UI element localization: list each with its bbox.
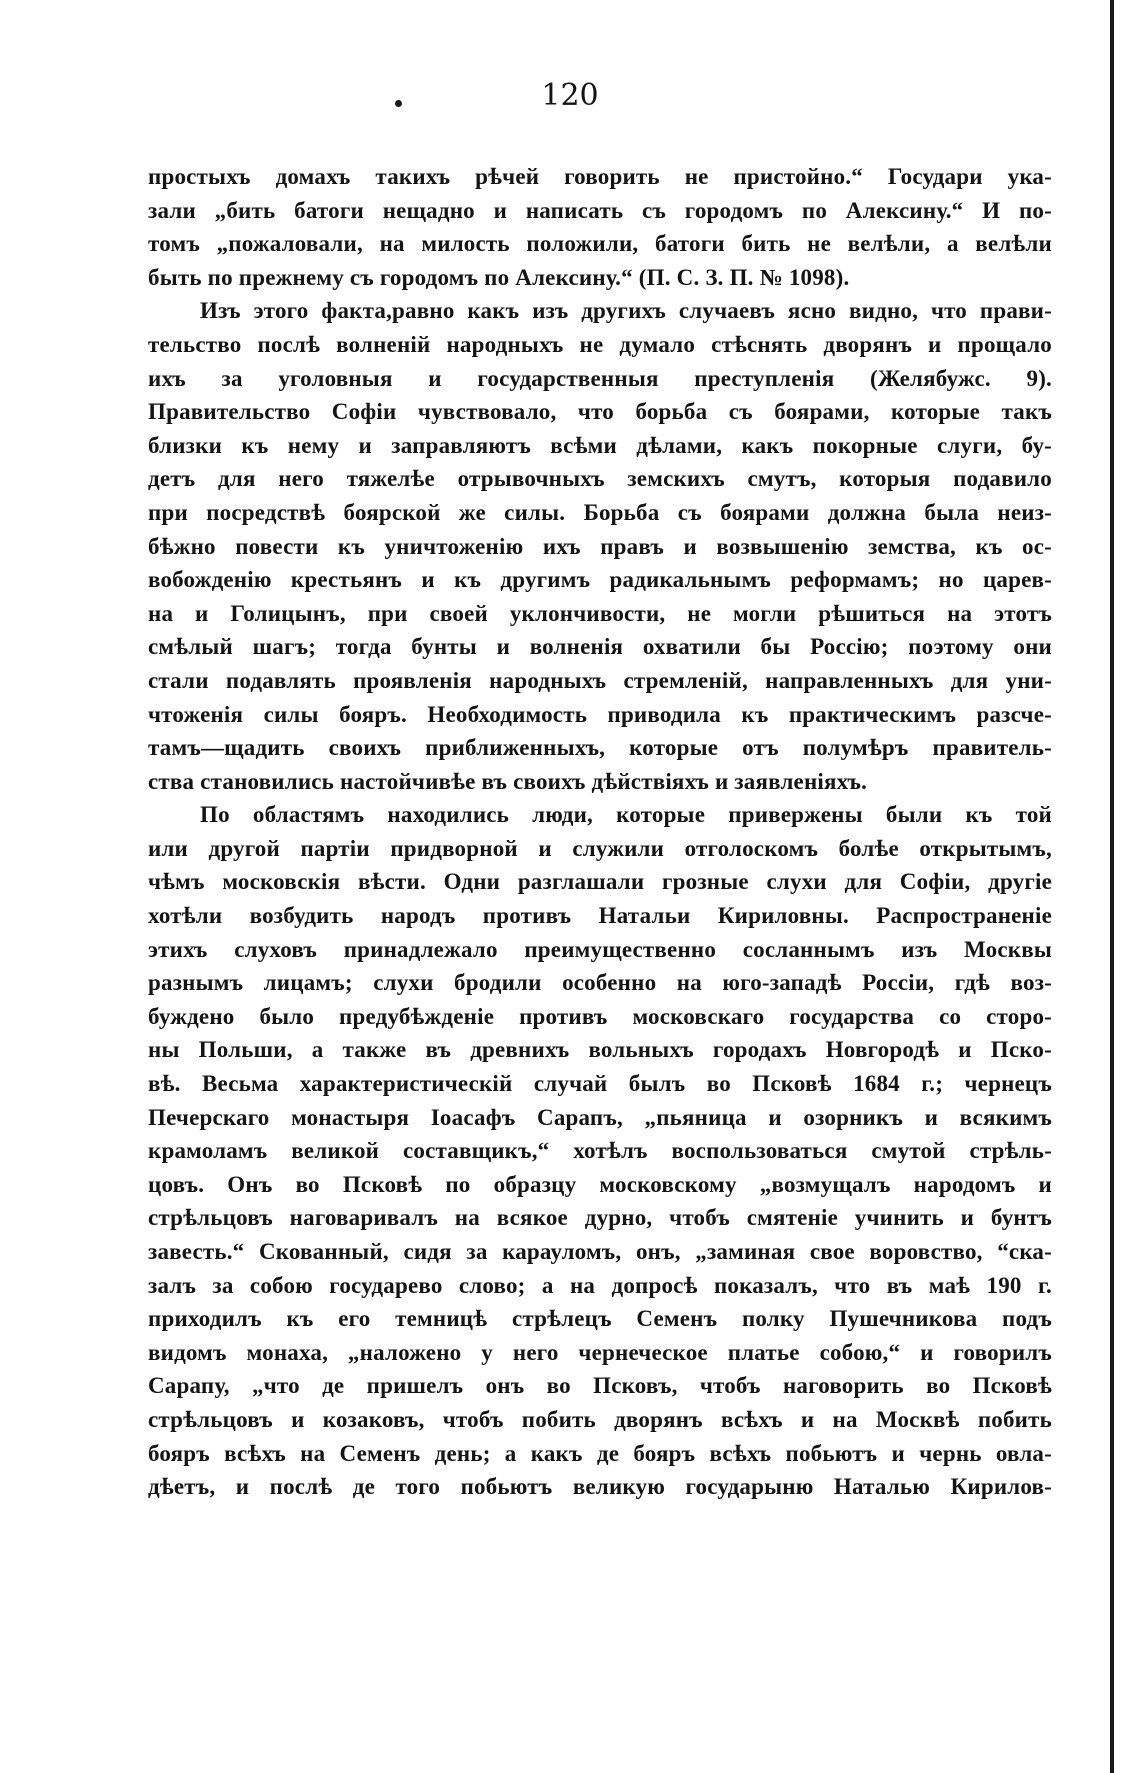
text-line: Печерскаго монастыря Іоасафъ Сарапъ, „пьяница и озорникъ и всякимъ [148, 1104, 1052, 1130]
text-line: крамоламъ великой составщикъ,“ хотѣлъ воспользоваться смутой стрѣль- [148, 1138, 1052, 1164]
text-line: простыхъ домахъ такихъ рѣчей говорить не пристойно.“ Государи ука- [148, 164, 1052, 189]
text-line: тамъ—щадить своихъ приближенныхъ, которые отъ полумѣръ правитель- [148, 735, 1052, 761]
text-line: тельство послѣ волненій народныхъ не думало стѣснять дворянъ и прощало [148, 331, 1052, 357]
text-line: на и Голицынъ, при своей уклончивости, не могли рѣшиться на этотъ [148, 600, 1052, 626]
text-line: завесть.“ Скованный, сидя за карауломъ, онъ, „заминая свое воровство, “ска- [148, 1239, 1052, 1264]
page-edge-line [1110, 0, 1114, 1773]
text-line: томъ „пожаловали, на милость положили, батоги бить не велѣли, а велѣли [148, 231, 1052, 257]
text-line: видомъ монаха, „наложено у него чернеческое платье собою,“ и говорилъ [148, 1339, 1052, 1365]
body-text [148, 160, 1052, 1504]
text-line: детъ для него тяжелѣе отрывочныхъ земскихъ смутъ, которыя подавило [148, 466, 1052, 492]
text-line: стрѣльцовъ и козаковъ, чтобъ побить дворянъ всѣхъ и на Москвѣ побить [148, 1406, 1052, 1432]
text-line: чтоженія силы бояръ. Необходимость приводила къ практическимъ разсче- [148, 701, 1052, 727]
text-line: при посредствѣ боярской же силы. Борьба съ боярами должна была неиз- [148, 499, 1052, 525]
text-line: Сарапу, „что де пришелъ онъ во Псковъ, чтобъ наговорить во Псковѣ [148, 1373, 1052, 1399]
text-line: стрѣльцовъ наговаривалъ на всякое дурно, чтобъ смятеніе учинить и бунтъ [148, 1205, 1052, 1231]
text-line: бѣжно повести къ уничтоженію ихъ правъ и возвышенію земства, къ ос- [148, 533, 1052, 559]
text-line: вѣ. Весьма характеристическій случай былъ во Псковѣ 1684 г.; чернецъ [148, 1071, 1052, 1097]
text-line: дѣетъ, и послѣ де того побьютъ великую государыню Наталью Кирилов- [148, 1474, 1052, 1500]
text-line: или другой партіи придворной и служили отголоскомъ болѣе открытымъ, [148, 835, 1052, 861]
text-line: ны Польши, а также въ древнихъ вольныхъ городахъ Новгородѣ и Пско- [148, 1037, 1052, 1063]
text-line: ства становились настойчивѣе въ своихъ дѣйствіяхъ и заявленіяхъ. [148, 768, 868, 794]
text-line: близки къ нему и заправляютъ всѣми дѣлами, какъ покорные слуги, бу- [148, 432, 1052, 458]
text-line: залъ за собою государево слово; а на допросѣ показалъ, что въ маѣ 190 г. [148, 1272, 1052, 1298]
text-line: стали подавлять проявленія народныхъ стремленій, направленныхъ для уни- [148, 667, 1052, 693]
text-line: этихъ слуховъ принадлежало преимущественно сосланнымъ изъ Москвы [148, 936, 1052, 962]
text-line: вобожденію крестьянъ и къ другимъ радикальнымъ реформамъ; но царев- [148, 567, 1052, 593]
text-line: хотѣли возбудить народъ противъ Натальи Кириловны. Распространеніе [148, 903, 1052, 929]
text-line: зали „бить батоги нещадно и написать съ городомъ по Алексину.“ И по- [148, 197, 1052, 223]
text-line: бояръ всѣхъ на Семенъ день; а какъ де бояръ всѣхъ побьютъ и чернь овла- [148, 1440, 1052, 1466]
text-line: буждено было предубѣжденіе противъ московскаго государства со сторо- [148, 1003, 1052, 1029]
text-line: разнымъ лицамъ; слухи бродили особенно на юго-западѣ Россіи, гдѣ воз- [148, 970, 1052, 996]
text-line: цовъ. Онъ во Псковѣ по образцу московскому „возмущалъ народомъ и [148, 1171, 1052, 1197]
text-line: смѣлый шагъ; тогда бунты и волненія охватили бы Россію; поэтому они [148, 634, 1052, 660]
page-number: 120 [541, 78, 599, 113]
text-line: ихъ за уголовныя и государственныя преступленія (Желябужс. 9). [148, 365, 1052, 391]
text-line: приходилъ къ его темницѣ стрѣлецъ Семенъ полку Пушечникова подъ [148, 1306, 1052, 1332]
text-line: чѣмъ московскія вѣсти. Одни разглашали грозные слухи для Софіи, другіе [148, 869, 1052, 895]
text-line: Изъ этого факта,равно какъ изъ другихъ случаевъ ясно видно, что прави- [200, 298, 1052, 324]
text-line: быть по прежнему съ городомъ по Алексину.“ (П. С. З. П. № 1098). [148, 264, 850, 290]
text-line: Правительство Софіи чувствовало, что борьба съ боярами, которые такъ [148, 399, 1052, 425]
text-line: По областямъ находились люди, которые привержены были къ той [200, 802, 1052, 828]
